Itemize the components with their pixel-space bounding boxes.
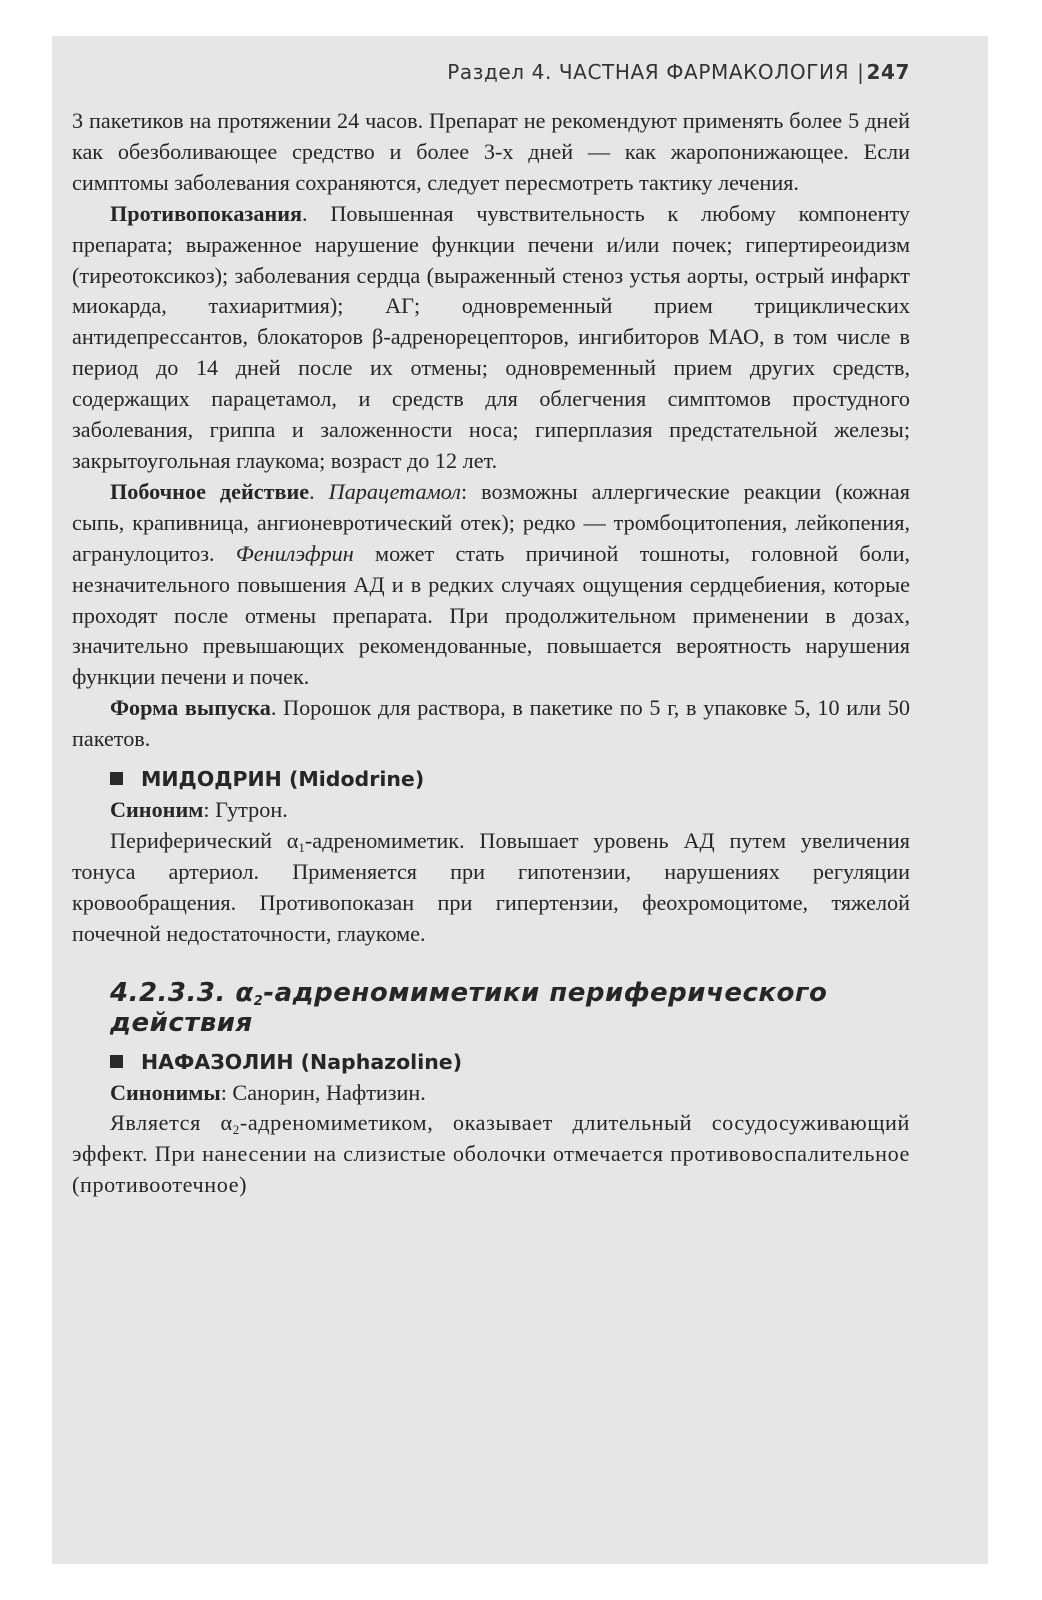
midodrine-synonym-text: : Гутрон.: [203, 797, 288, 823]
midodrine-desc-pre: Периферический α: [110, 827, 299, 853]
naphazoline-description: [72, 1108, 910, 1201]
naphazoline-title: НАФАЗОЛИН (Naphazoline): [141, 1049, 463, 1074]
section-heading-4-2-3-3: [110, 978, 910, 1038]
paragraph-contraindications: [72, 199, 910, 477]
paragraph-side-effects: [72, 477, 910, 693]
paragraph-dosage-end: 3 пакетиков на протяжении 24 часов. Препарат не рекомендуют применять более 5 дней как обезболивающее средство и более 3-х дней — как жаропонижающее. Если симптомы заболевания сохраняются, следует пересмотреть тактику лечения.: [72, 108, 910, 195]
page-number: 247: [866, 60, 910, 84]
naphazoline-synonym-label: Синонимы: [110, 1079, 221, 1105]
side-effects-text-1: : возможны аллергические реакции (кожная сыпь, крапивница, ангионевротический отек); редко — тромбоцитопения, лейкопения, агранулоцитоз.: [72, 478, 910, 566]
section-heading-pre: 4.2.3.3. α: [110, 977, 254, 1008]
midodrine-desc-post: -адреномиметик. Повышает уровень АД путем увеличения тонуса артериол. Применяется при гипотензии, нарушениях регуляции кровообращения. Противопоказан при гипертензии, феохромоцитоме, тяжелой почечной недостаточности, глаукоме.: [72, 827, 911, 946]
side-effects-dot: .: [309, 478, 329, 504]
naphazoline-synonym-text: : Санорин, Нафтизин.: [220, 1079, 426, 1105]
section-heading-sub: 2: [253, 993, 264, 1009]
body-text: [72, 106, 910, 1201]
header-separator: |: [857, 60, 865, 84]
release-form-text: . Порошок для раствора, в пакетике по 5 г, в упаковке 5, 10 или 50 пакетов.: [72, 695, 910, 752]
release-form-heading: Форма выпуска: [110, 695, 271, 721]
drug-heading-midodrine: [110, 763, 910, 795]
naphazoline-desc-sub: 2: [232, 1122, 240, 1138]
header-section-title: Раздел 4. ЧАСТНАЯ ФАРМАКОЛОГИЯ: [447, 60, 850, 84]
section-heading-post: -адреномиметики периферического действия: [110, 977, 828, 1038]
running-header: [52, 60, 910, 84]
contraindications-text: . Повышенная чувствительность к любому компоненту препарата; выраженное нарушение функции печени и/или почек; гипертиреоидизм (тиреотоксикоз); заболевания сердца (выраженный стеноз устья аорты, острый инфаркт миокарда, тахиаритмия); АГ; одновременный прием трициклических антидепрессантов, блокаторов β-адренорецепторов, ингибиторов МАО, в том числе в период до 14 дней после их отмены; одновременный прием других средств, содержащих парацетамол, и средств для облегчения симптомов простудного заболевания, гриппа и заложенности носа; гиперплазия предстательной железы; закрытоугольная глаукома; возраст до 12 лет.: [72, 200, 910, 473]
naphazoline-synonyms: [72, 1078, 910, 1109]
midodrine-desc-sub: 1: [298, 839, 305, 855]
book-page: [52, 36, 988, 1564]
midodrine-synonym: [72, 795, 910, 826]
contraindications-heading: Противопоказания: [110, 200, 303, 226]
side-effects-heading: Побочное действие: [110, 478, 310, 504]
midodrine-title: МИДОДРИН (Midodrine): [141, 767, 425, 792]
paragraph-release-form: [72, 693, 910, 755]
midodrine-description: [72, 826, 910, 950]
naphazoline-desc-pre: Является α: [110, 1110, 233, 1136]
square-bullet-icon: [110, 772, 123, 785]
side-effects-text-2: может стать причиной тошноты, головной боли, незначительного повышения АД и в редких случаях ощущения сердцебиения, которые проходят после отмены препарата. При продолжительном применении в дозах, значительно превышающих рекомендованные, повышается вероятность нарушения функции печени и почек.: [72, 540, 910, 690]
drug-name-paracetamol: Парацетамол: [328, 478, 461, 504]
square-bullet-icon: [110, 1055, 123, 1068]
naphazoline-desc-post: -адреномиметиком, оказывает длительный сосудосуживающий эффект. При нанесении на слизистые оболочки отмечается противовоспалительное (противоотечное): [72, 1110, 910, 1198]
midodrine-synonym-label: Синоним: [110, 797, 204, 823]
drug-heading-naphazoline: [110, 1046, 910, 1078]
drug-name-phenylephrine: Фенилэфрин: [235, 540, 354, 566]
